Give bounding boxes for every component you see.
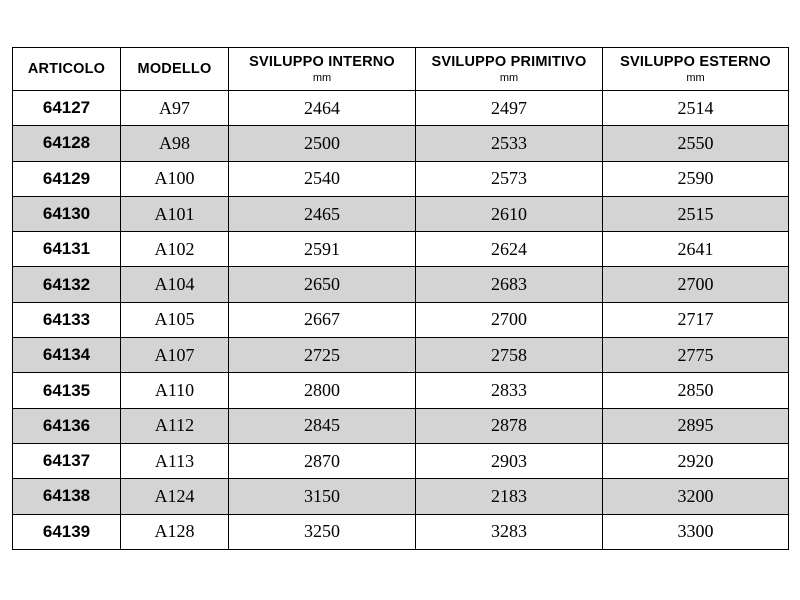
column-header-unit: mm [499, 71, 519, 84]
cell-modello: A113 [121, 443, 229, 478]
cell-modello: A110 [121, 373, 229, 408]
cell-sviluppo-interno: 2591 [229, 232, 416, 267]
column-header-sviluppo-interno [229, 48, 416, 91]
cell-sviluppo-esterno: 2920 [603, 443, 789, 478]
column-header-label: SVILUPPO ESTERNO [620, 53, 771, 70]
cell-sviluppo-interno: 2667 [229, 302, 416, 337]
column-header-unit: mm [686, 71, 705, 84]
cell-sviluppo-primitivo: 2878 [416, 408, 603, 443]
cell-sviluppo-interno: 2650 [229, 267, 416, 302]
table-row [13, 91, 789, 126]
cell-sviluppo-esterno: 2641 [603, 232, 789, 267]
column-header-articolo [13, 48, 121, 91]
cell-sviluppo-primitivo: 2573 [416, 161, 603, 196]
table-row [13, 302, 789, 337]
cell-sviluppo-esterno: 2700 [603, 267, 789, 302]
cell-sviluppo-interno: 2800 [229, 373, 416, 408]
cell-sviluppo-interno: 2465 [229, 196, 416, 231]
cell-sviluppo-primitivo: 2700 [416, 302, 603, 337]
cell-sviluppo-primitivo: 3283 [416, 514, 603, 549]
table-row [13, 338, 789, 373]
cell-modello: A105 [121, 302, 229, 337]
cell-sviluppo-interno: 2845 [229, 408, 416, 443]
cell-articolo: 64138 [13, 479, 121, 514]
table-row [13, 408, 789, 443]
cell-sviluppo-esterno: 2550 [603, 126, 789, 161]
cell-sviluppo-esterno: 2850 [603, 373, 789, 408]
cell-modello: A107 [121, 338, 229, 373]
cell-sviluppo-interno: 2540 [229, 161, 416, 196]
cell-modello: A101 [121, 196, 229, 231]
cell-sviluppo-esterno: 2514 [603, 91, 789, 126]
column-header-label: SVILUPPO INTERNO [249, 53, 395, 70]
table-row [13, 232, 789, 267]
cell-sviluppo-esterno: 2775 [603, 338, 789, 373]
cell-sviluppo-primitivo: 2183 [416, 479, 603, 514]
cell-sviluppo-primitivo: 2497 [416, 91, 603, 126]
column-header-label: ARTICOLO [27, 60, 106, 77]
cell-sviluppo-interno: 2870 [229, 443, 416, 478]
cell-articolo: 64139 [13, 514, 121, 549]
cell-sviluppo-interno: 3250 [229, 514, 416, 549]
cell-modello: A98 [121, 126, 229, 161]
cell-articolo: 64127 [13, 91, 121, 126]
cell-sviluppo-interno: 2725 [229, 338, 416, 373]
specification-table [12, 47, 789, 550]
table-row [13, 373, 789, 408]
table-row [13, 479, 789, 514]
cell-sviluppo-primitivo: 2758 [416, 338, 603, 373]
cell-articolo: 64133 [13, 302, 121, 337]
cell-sviluppo-primitivo: 2610 [416, 196, 603, 231]
cell-sviluppo-esterno: 2895 [603, 408, 789, 443]
cell-articolo: 64129 [13, 161, 121, 196]
cell-modello: A124 [121, 479, 229, 514]
cell-sviluppo-primitivo: 2903 [416, 443, 603, 478]
cell-articolo: 64131 [13, 232, 121, 267]
column-header-label: MODELLO [137, 60, 212, 77]
table-row [13, 126, 789, 161]
cell-sviluppo-esterno: 2515 [603, 196, 789, 231]
cell-sviluppo-interno: 3150 [229, 479, 416, 514]
cell-sviluppo-primitivo: 2533 [416, 126, 603, 161]
cell-sviluppo-esterno: 2590 [603, 161, 789, 196]
cell-sviluppo-esterno: 2717 [603, 302, 789, 337]
cell-sviluppo-primitivo: 2624 [416, 232, 603, 267]
cell-articolo: 64135 [13, 373, 121, 408]
cell-modello: A112 [121, 408, 229, 443]
column-header-label: SVILUPPO PRIMITIVO [431, 53, 587, 70]
cell-articolo: 64132 [13, 267, 121, 302]
cell-modello: A104 [121, 267, 229, 302]
table-header [13, 48, 789, 91]
cell-sviluppo-primitivo: 2683 [416, 267, 603, 302]
header-row [13, 48, 789, 91]
cell-sviluppo-esterno: 3300 [603, 514, 789, 549]
cell-articolo: 64130 [13, 196, 121, 231]
spec-table-container [12, 47, 788, 550]
cell-articolo: 64136 [13, 408, 121, 443]
cell-sviluppo-interno: 2464 [229, 91, 416, 126]
column-header-sviluppo-primitivo [416, 48, 603, 91]
table-row [13, 161, 789, 196]
cell-sviluppo-primitivo: 2833 [416, 373, 603, 408]
table-row [13, 196, 789, 231]
table-row [13, 443, 789, 478]
cell-sviluppo-esterno: 3200 [603, 479, 789, 514]
cell-articolo: 64128 [13, 126, 121, 161]
cell-sviluppo-interno: 2500 [229, 126, 416, 161]
cell-articolo: 64137 [13, 443, 121, 478]
table-row [13, 267, 789, 302]
cell-modello: A128 [121, 514, 229, 549]
cell-articolo: 64134 [13, 338, 121, 373]
cell-modello: A100 [121, 161, 229, 196]
cell-modello: A102 [121, 232, 229, 267]
table-row [13, 514, 789, 549]
table-body [13, 91, 789, 550]
column-header-unit: mm [312, 71, 332, 84]
column-header-modello [121, 48, 229, 91]
cell-modello: A97 [121, 91, 229, 126]
column-header-sviluppo-esterno [603, 48, 789, 91]
